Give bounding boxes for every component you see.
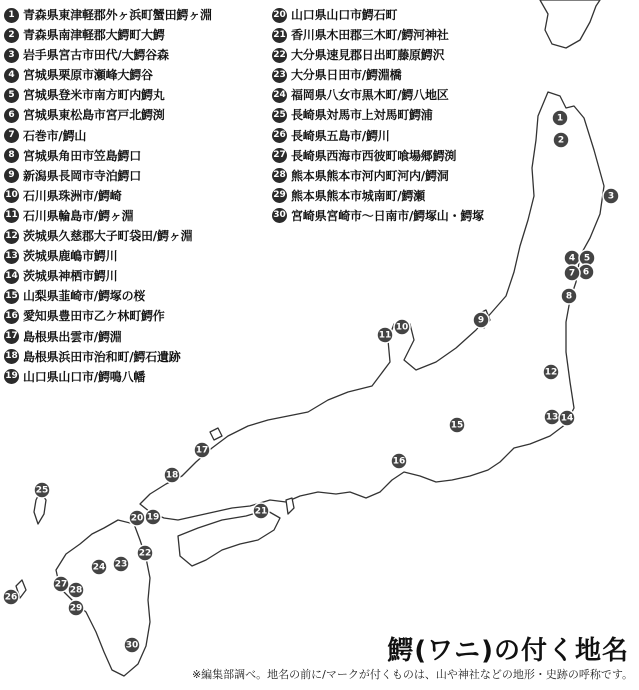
legend-item xyxy=(4,105,212,125)
legend-number-badge: 9 xyxy=(4,168,19,183)
legend-place-name: 大分県日田市/鰐淵橋 xyxy=(291,68,402,83)
legend-item xyxy=(4,266,212,286)
map-marker-22 xyxy=(137,545,153,561)
legend-place-name: 石川県珠洲市/鰐崎 xyxy=(23,188,122,203)
marker-number: 5 xyxy=(583,253,591,264)
marker-number: 30 xyxy=(125,640,139,651)
legend-place-name: 山梨県韮崎市/鰐塚の桜 xyxy=(23,289,146,304)
legend-number-badge: 7 xyxy=(4,128,19,143)
legend-number-badge: 4 xyxy=(4,68,19,83)
legend-place-name: 茨城県鹿嶋市鰐川 xyxy=(23,249,118,264)
legend-place-name: 長崎県五島市/鰐川 xyxy=(291,128,390,143)
legend-item xyxy=(4,367,212,387)
legend-item xyxy=(4,306,212,326)
legend-right xyxy=(272,5,484,226)
hokkaido-outline xyxy=(540,0,600,48)
legend-number-badge: 6 xyxy=(4,108,19,123)
map-marker-4 xyxy=(564,250,580,266)
map-marker-28 xyxy=(68,582,84,598)
legend-item xyxy=(4,206,212,226)
marker-number: 14 xyxy=(560,413,574,424)
marker-number: 6 xyxy=(582,267,590,278)
legend-item xyxy=(272,85,484,105)
marker-number: 19 xyxy=(146,512,160,523)
marker-number: 20 xyxy=(130,513,144,524)
legend-place-name: 青森県南津軽郡大鰐町大鰐 xyxy=(23,28,165,43)
legend-item xyxy=(272,105,484,125)
legend-item xyxy=(4,5,212,25)
legend-place-name: 大分県速見郡日出町藤原鰐沢 xyxy=(291,48,445,63)
legend-item xyxy=(272,5,484,25)
legend-number-badge: 18 xyxy=(4,349,19,364)
legend-number-badge: 16 xyxy=(4,309,19,324)
legend-number-badge: 28 xyxy=(272,168,287,183)
legend-number-badge: 10 xyxy=(4,188,19,203)
legend-item xyxy=(272,45,484,65)
legend-item xyxy=(272,186,484,206)
legend-place-name: 熊本県熊本市河内町河内/鰐洞 xyxy=(291,168,449,183)
map-marker-13 xyxy=(544,409,560,425)
map-marker-12 xyxy=(543,364,559,380)
map-marker-10 xyxy=(394,319,410,335)
map-marker-14 xyxy=(559,410,575,426)
legend-number-badge: 13 xyxy=(4,249,19,264)
legend-item xyxy=(4,166,212,186)
legend-item xyxy=(4,85,212,105)
legend-number-badge: 25 xyxy=(272,108,287,123)
legend-item xyxy=(4,186,212,206)
legend-number-badge: 2 xyxy=(4,28,19,43)
legend-place-name: 宮城県東松島市宮戸北鰐渕 xyxy=(23,108,165,123)
marker-number: 22 xyxy=(138,548,152,559)
marker-number: 3 xyxy=(607,191,615,202)
map-marker-1 xyxy=(552,110,568,126)
legend-item xyxy=(272,206,484,226)
legend-place-name: 茨城県久慈郡大子町袋田/鰐ヶ淵 xyxy=(23,229,193,244)
legend-number-badge: 3 xyxy=(4,48,19,63)
map-marker-11 xyxy=(377,327,393,343)
map-marker-30 xyxy=(124,637,140,653)
legend-number-badge: 11 xyxy=(4,208,19,223)
marker-number: 17 xyxy=(195,445,209,456)
legend-number-badge: 24 xyxy=(272,88,287,103)
legend-place-name: 福岡県八女市黒木町/鰐八地区 xyxy=(291,88,449,103)
legend-item xyxy=(272,25,484,45)
map-title: 鰐(ワニ)の付く地名 xyxy=(387,636,629,666)
map-marker-19 xyxy=(145,509,161,525)
map-marker-17 xyxy=(194,442,210,458)
map-marker-20 xyxy=(129,510,145,526)
marker-number: 24 xyxy=(92,562,106,573)
map-marker-2 xyxy=(553,132,569,148)
marker-number: 10 xyxy=(395,322,409,333)
awaji-outline xyxy=(286,498,294,514)
map-marker-16 xyxy=(391,453,407,469)
legend-place-name: 石巻市/鰐山 xyxy=(23,128,87,143)
legend-item xyxy=(272,166,484,186)
legend-place-name: 宮城県栗原市瀬峰大鰐谷 xyxy=(23,68,153,83)
legend-place-name: 愛知県豊田市乙ケ林町鰐作 xyxy=(23,309,165,324)
legend-item xyxy=(4,246,212,266)
map-marker-7 xyxy=(564,265,580,281)
legend-place-name: 茨城県神栖市鰐川 xyxy=(23,269,118,284)
legend-number-badge: 30 xyxy=(272,208,287,223)
legend-number-badge: 20 xyxy=(272,8,287,23)
legend-number-badge: 23 xyxy=(272,68,287,83)
legend-left xyxy=(4,5,212,387)
legend-item xyxy=(272,126,484,146)
map-marker-25 xyxy=(34,482,50,498)
legend-number-badge: 5 xyxy=(4,88,19,103)
marker-number: 15 xyxy=(450,420,464,431)
marker-number: 8 xyxy=(565,291,573,302)
legend-place-name: 宮城県登米市南方町内鰐丸 xyxy=(23,88,165,103)
legend-item xyxy=(4,146,212,166)
legend-number-badge: 27 xyxy=(272,148,287,163)
map-marker-18 xyxy=(164,467,180,483)
legend-number-badge: 29 xyxy=(272,188,287,203)
legend-place-name: 長崎県対馬市上対馬町鰐浦 xyxy=(291,108,433,123)
legend-item xyxy=(4,25,212,45)
legend-number-badge: 22 xyxy=(272,48,287,63)
legend-number-badge: 19 xyxy=(4,369,19,384)
marker-number: 28 xyxy=(69,585,83,596)
marker-number: 1 xyxy=(556,113,564,124)
legend-item xyxy=(4,347,212,367)
legend-place-name: 島根県出雲市/鰐淵 xyxy=(23,329,122,344)
legend-place-name: 青森県東津軽郡外ヶ浜町蟹田鰐ヶ淵 xyxy=(23,8,212,22)
map-marker-9 xyxy=(473,312,489,328)
marker-number: 11 xyxy=(378,330,392,341)
map-marker-8 xyxy=(561,288,577,304)
map-marker-3 xyxy=(603,188,619,204)
marker-number: 25 xyxy=(35,485,49,496)
legend-place-name: 石川県輪島市/鰐ヶ淵 xyxy=(23,208,134,223)
legend-place-name: 宮崎県宮崎市～日南市/鰐塚山・鰐塚 xyxy=(291,208,484,223)
map-marker-27 xyxy=(53,576,69,592)
marker-number: 12 xyxy=(544,367,558,378)
marker-number: 27 xyxy=(54,579,68,590)
map-marker-15 xyxy=(449,417,465,433)
legend-number-badge: 12 xyxy=(4,229,19,244)
legend-place-name: 香川県木田郡三木町/鰐河神社 xyxy=(291,28,449,43)
legend-place-name: 新潟県長岡市寺泊鰐口 xyxy=(23,168,142,183)
marker-number: 21 xyxy=(254,506,268,517)
legend-place-name: 長崎県西海市西彼町喰場郷鰐渕 xyxy=(291,148,457,163)
legend-number-badge: 15 xyxy=(4,289,19,304)
marker-number: 18 xyxy=(165,470,179,481)
legend-number-badge: 21 xyxy=(272,28,287,43)
legend-place-name: 岩手県宮古市田代/大鰐谷森 xyxy=(23,48,169,63)
map-marker-29 xyxy=(68,600,84,616)
legend-place-name: 山口県山口市鰐石町 xyxy=(291,8,398,22)
map-marker-26 xyxy=(3,589,19,605)
marker-number: 2 xyxy=(557,135,565,146)
marker-number: 26 xyxy=(4,592,18,603)
legend-place-name: 宮城県角田市笠島鰐口 xyxy=(23,148,142,163)
map-note: ※編集部調べ。地名の前に/マークが付くものは、山や神社などの地形・史跡の呼称です。 xyxy=(191,668,633,681)
legend-place-name: 島根県浜田市治和町/鰐石遺跡 xyxy=(23,349,181,364)
legend-item xyxy=(272,146,484,166)
legend-place-name: 熊本県熊本市城南町/鰐瀬 xyxy=(291,188,425,203)
legend-item xyxy=(272,65,484,85)
legend-number-badge: 14 xyxy=(4,269,19,284)
legend-item xyxy=(4,65,212,85)
marker-number: 4 xyxy=(568,253,576,264)
legend-number-badge: 8 xyxy=(4,148,19,163)
map-marker-24 xyxy=(91,559,107,575)
legend-number-badge: 1 xyxy=(4,8,19,23)
legend-item xyxy=(4,45,212,65)
legend-item xyxy=(4,126,212,146)
legend-number-badge: 26 xyxy=(272,128,287,143)
marker-number: 7 xyxy=(568,268,576,279)
legend-item xyxy=(4,226,212,246)
map-marker-21 xyxy=(253,503,269,519)
legend-number-badge: 17 xyxy=(4,329,19,344)
oki-outline xyxy=(210,428,222,440)
marker-number: 13 xyxy=(545,412,559,423)
legend-place-name: 山口県山口市/鰐鳴八幡 xyxy=(23,369,146,384)
marker-number: 16 xyxy=(392,456,406,467)
map-marker-23 xyxy=(113,556,129,572)
marker-number: 23 xyxy=(114,559,128,570)
marker-number: 9 xyxy=(477,315,485,326)
legend-item xyxy=(4,327,212,347)
legend-item xyxy=(4,286,212,306)
marker-number: 29 xyxy=(69,603,83,614)
